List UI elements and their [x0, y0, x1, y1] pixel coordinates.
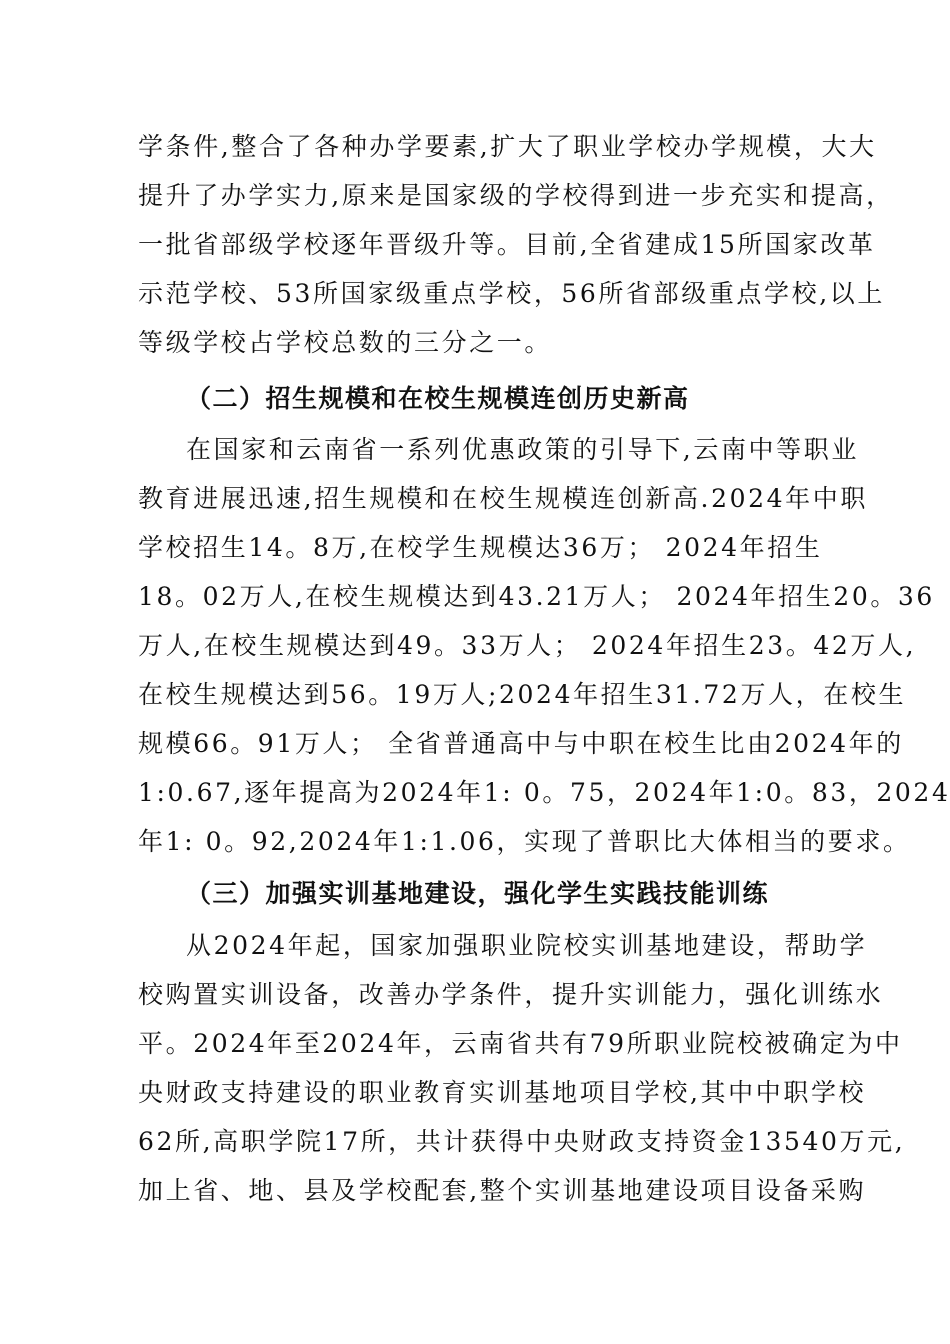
paragraph-line: 示范学校、53所国家级重点学校，56所省部级重点学校,以上 [138, 279, 885, 308]
paragraph-line: 年1: 0。92,2024年1:1.06，实现了普职比大体相当的要求。 [138, 827, 911, 856]
paragraph-line: 62所,高职学院17所，共计获得中央财政支持资金13540万元, [138, 1127, 906, 1156]
paragraph-line: 加上省、地、县及学校配套,整个实训基地建设项目设备采购 [138, 1176, 867, 1205]
paragraph-line: 央财政支持建设的职业教育实训基地项目学校,其中中职学校 [138, 1078, 867, 1107]
paragraph-line: 等级学校占学校总数的三分之一。 [138, 328, 553, 357]
paragraph-line: 学校招生14。8万,在校学生规模达36万； 2024年招生 [138, 533, 823, 562]
paragraph-line: 18。02万人,在校生规模达到43.21万人； 2024年招生20。36 [138, 582, 935, 611]
paragraph-line: 校购置实训设备，改善办学条件，提升实训能力，强化训练水 [138, 980, 884, 1009]
paragraph-line: 平。2024年至2024年，云南省共有79所职业院校被确定为中 [138, 1029, 903, 1058]
paragraph-line: 在国家和云南省一系列优惠政策的引导下,云南中等职业 [186, 435, 859, 464]
paragraph-line: 规模66。91万人； 全省普通高中与中职在校生比由2024年的 [138, 729, 904, 758]
paragraph-line: 在校生规模达到56。19万人;2024年招生31.72万人，在校生 [138, 680, 907, 709]
paragraph-line: 一批省部级学校逐年晋级升等。目前,全省建成15所国家改革 [138, 230, 876, 259]
paragraph-line: 万人,在校生规模达到49。33万人； 2024年招生23。42万人, [138, 631, 917, 660]
paragraph-line: 从2024年起，国家加强职业院校实训基地建设，帮助学 [186, 931, 868, 960]
paragraph-line: 学条件,整合了各种办学要素,扩大了职业学校办学规模，大大 [138, 132, 877, 161]
section-heading: （二）招生规模和在校生规模连创历史新高 [186, 384, 690, 413]
paragraph-line: 教育进展迅速,招生规模和在校生规模连创新高.2024年中职 [138, 484, 868, 513]
section-heading: （三）加强实训基地建设，强化学生实践技能训练 [186, 879, 770, 908]
paragraph-line: 提升了办学实力,原来是国家级的学校得到进一步充实和提高， [138, 181, 894, 210]
paragraph-line: 1:0.67,逐年提高为2024年1: 0。75，2024年1:0。83，2024 [138, 778, 950, 807]
